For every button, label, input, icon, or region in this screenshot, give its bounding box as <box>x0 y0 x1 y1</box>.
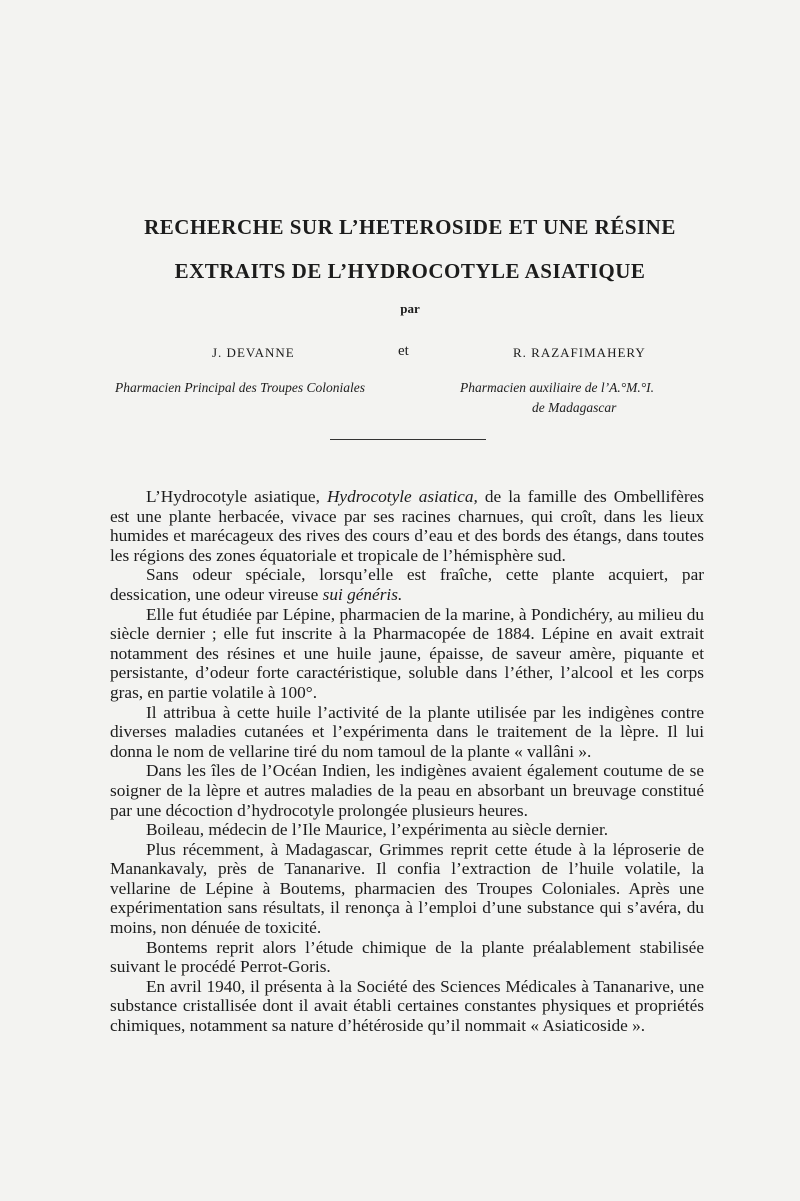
affiliation-devanne: Pharmacien Principal des Troupes Coloniales <box>115 380 365 395</box>
article-body <box>110 487 704 1036</box>
affiliation-razafimahery-line-2: de Madagascar <box>532 400 617 415</box>
author-razafimahery: R. RAZAFIMAHERY <box>513 345 646 360</box>
paragraph-7: Plus récemment, à Madagascar, Grimmes reprit cette étude à la léproserie de Manankavaly, près de Tananarive. Il confia l’extraction de l’huile volatile, la vellarine de Lépine à Boutems, pharmacien des Troupes Coloniales. Après une expérimentation sans résultats, il renonça à l’emploi d’une substance qui s’avéra, du moins, non dénuée de toxicité. <box>110 839 704 938</box>
latin-phrase: sui généris. <box>322 584 403 604</box>
author-devanne: J. DEVANNE <box>212 345 295 360</box>
paragraph-3: Elle fut étudiée par Lépine, pharmacien de la marine, à Pondichéry, au milieu du siècle dernier ; elle fut inscrite à la Pharmacopée de 1884. Lépine en avait extrait notamment des résines et une huile jaune, épaisse, de saveur amère, piquante et persistante, d’odeur forte caractéristique, soluble dans l’éther, l’alcool et les corps gras, en partie volatile à 100°. <box>110 604 704 702</box>
by-line: par <box>400 301 420 316</box>
affiliation-razafimahery <box>460 378 740 418</box>
paragraph-1-end: de la famille des Ombellifères est une plante herbacée, vivace par ses racines charnues, qui croît, dans les lieux humides et marécageux des rives des cours d’eau et des bords des étangs, dans toutes les régions des zones équatoriale et tropicale de l’hémisphère sud. <box>110 487 704 565</box>
paragraph-4: Il attribua à cette huile l’activité de la plante utilisée par les indigènes contre diverses maladies cutanées et l’expérimenta dans le traitement de la lèpre. Il lui donna le nom de vellarine tiré du nom tamoul de la plante « vallâni ». <box>110 702 704 761</box>
section-divider <box>330 439 486 440</box>
paragraph-2 <box>110 565 704 604</box>
author-conjunction: et <box>398 343 409 359</box>
paragraph-1-start: L’Hydrocotyle asiatique, <box>146 487 327 506</box>
species-name: Hydrocotyle asiatica, <box>326 487 478 506</box>
title-line-1: RECHERCHE SUR L’HETEROSIDE ET UNE RÉSINE <box>144 215 676 239</box>
paragraph-9: En avril 1940, il présenta à la Société des Sciences Médicales à Tananarive, une substance cristallisée dont il avait établi certaines constantes physiques et propriétés chimiques, notamment sa nature d’hétéroside qu’il nommait « Asiaticoside ». <box>110 976 704 1036</box>
paragraph-1 <box>110 487 704 565</box>
paragraph-8: Bontems reprit alors l’étude chimique de la plante préalablement stabilisée suivant le procédé Perrot-Goris. <box>110 937 704 977</box>
title-line-2: EXTRAITS DE L’HYDROCOTYLE ASIATIQUE <box>174 259 646 283</box>
affiliation-razafimahery-line-1: Pharmacien auxiliaire de l’A.°M.°I. <box>460 380 654 395</box>
paragraph-5: Dans les îles de l’Océan Indien, les indigènes avaient également coutume de se soigner de la lèpre et autres maladies de la peau en absorbant un breuvage constitué par une décoction d’hydrocotyle prolongée plusieurs heures. <box>110 761 704 820</box>
paragraph-2-start: Sans odeur spéciale, lorsqu’elle est fraîche, cette plante acquiert, par dessication, une odeur vireuse <box>110 565 704 604</box>
paragraph-6: Boileau, médecin de l’Ile Maurice, l’expérimenta au siècle dernier. <box>146 820 609 840</box>
